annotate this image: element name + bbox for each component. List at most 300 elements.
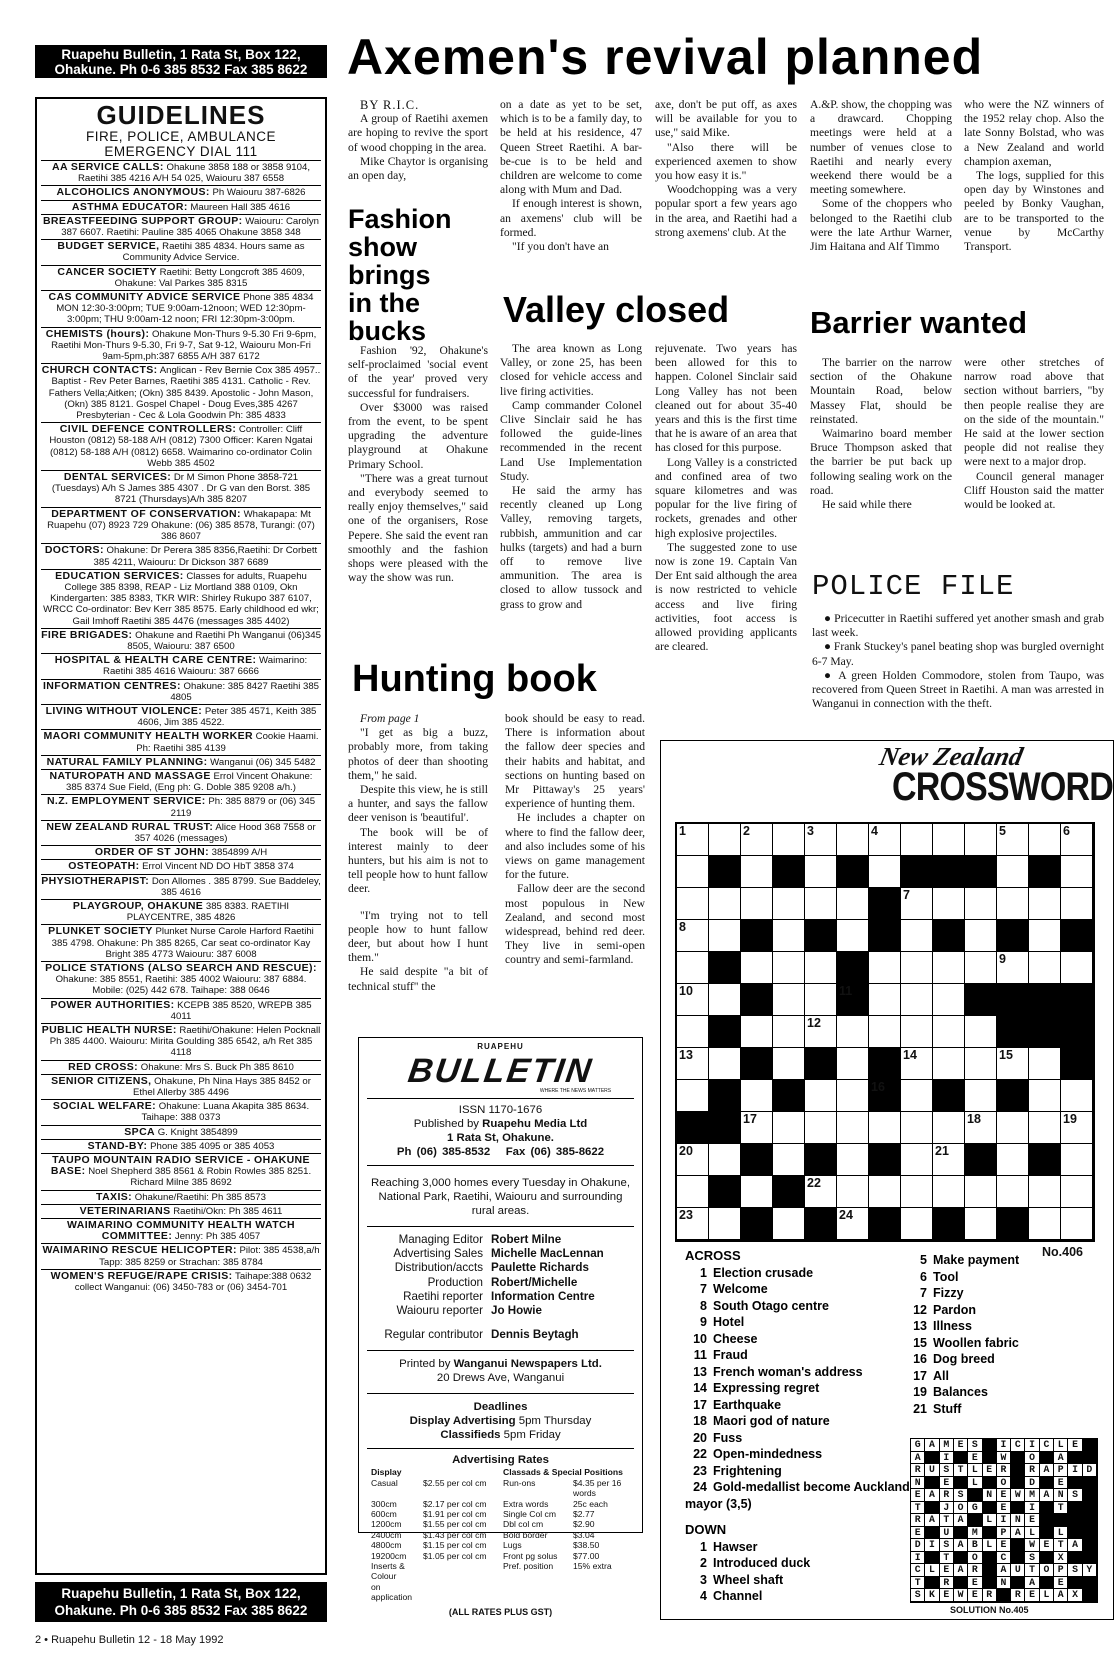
grid-cell[interactable] (997, 888, 1029, 920)
grid-cell[interactable] (677, 920, 709, 952)
solution-block (1083, 1452, 1097, 1465)
grid-cell[interactable] (805, 856, 837, 888)
solution-block (1083, 1577, 1097, 1590)
clue-text: Gold-medallist become Auckland mayor (3,5) (685, 1480, 910, 1511)
solution-letter: A (911, 1452, 925, 1465)
grid-cell[interactable] (901, 824, 933, 856)
solution-letter: T (911, 1502, 925, 1515)
rate-cell (423, 1582, 503, 1603)
solution-letter: S (954, 1489, 968, 1502)
guideline-heading: MAORI COMMUNITY HEALTH WORKER (43, 730, 253, 743)
valley-col-2 (655, 342, 797, 654)
clue-num: 7 (700, 1282, 707, 1296)
grid-block (869, 1208, 901, 1240)
grid-cell[interactable] (709, 984, 741, 1016)
grid-cell[interactable] (805, 888, 837, 920)
grid-cell[interactable] (837, 1080, 869, 1112)
solution-block (1040, 1452, 1054, 1465)
solution-letter: C (1011, 1439, 1025, 1452)
deadline-display-time: 5pm Thursday (518, 1415, 592, 1428)
rate-cell: Dbl col cm (503, 1519, 544, 1530)
grid-cell[interactable] (1061, 952, 1093, 984)
grid-cell[interactable] (965, 888, 997, 920)
grid-cell[interactable] (965, 1112, 997, 1144)
grid-cell[interactable] (965, 1048, 997, 1080)
solution-letter: S (1068, 1489, 1082, 1502)
grid-block (965, 856, 997, 888)
grid-cell[interactable] (1029, 1176, 1061, 1208)
solution-block (1040, 1502, 1054, 1515)
grid-block (741, 1208, 773, 1240)
solution-letter: L (1054, 1439, 1068, 1452)
solution-block (1083, 1489, 1097, 1502)
grid-cell[interactable] (1029, 824, 1061, 856)
grid-cell[interactable] (837, 1112, 869, 1144)
grid-cell[interactable] (773, 888, 805, 920)
grid-cell[interactable] (965, 1080, 997, 1112)
clue-text: Pardon (933, 1302, 977, 1317)
solution-letter: E (1068, 1439, 1082, 1452)
grid-cell[interactable] (869, 824, 901, 856)
guideline-heading: BUDGET SERVICE, (57, 240, 160, 253)
guideline-heading: WOMEN'S REFUGE/RAPE CRISIS: (50, 1269, 233, 1282)
grid-cell[interactable] (773, 1112, 805, 1144)
grid-cell[interactable] (805, 1112, 837, 1144)
grid-cell[interactable] (1061, 1112, 1093, 1144)
grid-cell[interactable] (997, 824, 1029, 856)
guideline-entry (41, 924, 321, 961)
grid-cell[interactable] (741, 1176, 773, 1208)
clue-number: 15 (999, 1048, 1013, 1062)
contributor-name: Dennis Beytagh (491, 1328, 579, 1342)
clue-num: 8 (700, 1298, 707, 1313)
grid-cell[interactable] (1029, 952, 1061, 984)
clue-num: 11 (693, 1348, 707, 1362)
clue-num: 1 (700, 1539, 707, 1554)
bulletin-impressum (358, 1037, 643, 1617)
solution-letter: T (1054, 1502, 1068, 1515)
guideline-entry (41, 363, 321, 422)
grid-block (901, 856, 933, 888)
guidelines-box (35, 97, 327, 1575)
grid-block (869, 1048, 901, 1080)
grid-cell[interactable] (965, 1176, 997, 1208)
guideline-heading: VETERINARIANS (79, 1204, 171, 1217)
grid-cell[interactable] (805, 1080, 837, 1112)
grid-cell[interactable] (869, 984, 901, 1016)
grid-cell[interactable] (837, 888, 869, 920)
rate-cell: Pref. position (503, 1561, 554, 1572)
guideline-text: Ohakune Mon-Thurs 9-5.30 Fri 9-6pm, Raetihi Mon-Thurs 9-5.30, Fri 9-7, Sat 9-12, Waiouru Mon-Fri 9am-5pm,ph:387 6855 A/H 387 6172 (51, 328, 317, 363)
grid-cell[interactable] (933, 888, 965, 920)
grid-cell[interactable] (837, 920, 869, 952)
guideline-entry (41, 200, 321, 214)
guideline-text: Whakapapa: Mt Ruapehu (07) 8923 729 Ohakune: (06) 385 8578, Turangi: (07) 386 8607 (47, 508, 315, 543)
grid-cell[interactable] (1061, 1208, 1093, 1240)
guideline-text: KCEPB 385 8520, WREPB 385 4011 (170, 999, 312, 1022)
police-item-text: A green Holden Commodore, stolen from Taupo, was recovered from Queen Street in Raetihi. A man was arrested in Wanganui in connection with the theft. (812, 668, 1104, 711)
grid-cell[interactable] (741, 1112, 773, 1144)
solution-block (954, 1577, 968, 1590)
grid-cell[interactable] (805, 952, 837, 984)
grid-cell[interactable] (933, 1112, 965, 1144)
grid-block (741, 920, 773, 952)
axemen-para: "Also there will be experienced axemen to show you how easy it is." (655, 140, 797, 183)
guideline-heading: SPCA (124, 1125, 156, 1138)
solution-letter: R (911, 1514, 925, 1527)
grid-cell[interactable] (805, 1176, 837, 1208)
axemen-col-5 (964, 98, 1104, 254)
hunting-para: He said despite "a bit of technical stuff" the (348, 965, 488, 993)
grid-cell[interactable] (677, 984, 709, 1016)
valley-para: The area known as Long Valley, or zone 25, has been closed for vehicle access and live firing activities. (500, 342, 642, 398)
guideline-entry (41, 265, 321, 290)
grid-cell[interactable] (965, 1016, 997, 1048)
grid-block (869, 1144, 901, 1176)
rate-cell: Bold border (503, 1529, 548, 1540)
grid-cell[interactable] (869, 952, 901, 984)
grid-cell[interactable] (677, 1080, 709, 1112)
axemen-col-2 (500, 98, 642, 254)
clue-text: Woollen fabric (933, 1335, 1019, 1350)
grid-cell[interactable] (709, 1144, 741, 1176)
axemen-para: axe, don't be put off, as axes will be available for you to use," said Mike. (655, 98, 797, 140)
grid-cell[interactable] (741, 952, 773, 984)
grid-block (1061, 920, 1093, 952)
grid-cell[interactable] (709, 824, 741, 856)
grid-block (677, 1112, 709, 1144)
grid-block (773, 1080, 805, 1112)
clue-text: Introduced duck (713, 1556, 811, 1570)
hunting-para: The book will be of interest mainly to deer hunters, but his aim is not to tell people how to hunt fallow deer. (348, 825, 488, 896)
clue-num: 2 (700, 1556, 707, 1570)
grid-cell[interactable] (741, 824, 773, 856)
grid-cell[interactable] (773, 984, 805, 1016)
grid-cell[interactable] (773, 952, 805, 984)
grid-block (1029, 1016, 1061, 1048)
guideline-heading: NATURAL FAMILY PLANNING: (46, 755, 208, 768)
solution-letter: O (1025, 1452, 1039, 1465)
grid-cell[interactable] (933, 984, 965, 1016)
grid-block (933, 920, 965, 952)
grid-cell[interactable] (837, 824, 869, 856)
grid-cell[interactable] (965, 952, 997, 984)
solution-block (925, 1452, 939, 1465)
grid-cell[interactable] (677, 1208, 709, 1240)
down-clues-2 (905, 1252, 1105, 1417)
grid-cell[interactable] (901, 1208, 933, 1240)
clue (685, 1298, 910, 1315)
clue (685, 1446, 910, 1463)
grid-cell[interactable] (837, 1208, 869, 1240)
grid-cell[interactable] (997, 952, 1029, 984)
rate-cell: $3.04 (573, 1529, 595, 1540)
axemen-para: A.&P. show, the chopping was a drawcard. Chopping meetings were held at a number of venues close to Raetihi and nearly every weekend there would be a meeting somewhere. (810, 98, 952, 197)
staff-role: Raetihi reporter (403, 1289, 483, 1303)
solution-block (1083, 1539, 1097, 1552)
staff-role: Distribution/accts (394, 1261, 483, 1275)
grid-cell[interactable] (901, 920, 933, 952)
grid-cell[interactable] (933, 1176, 965, 1208)
barrier-para: were other stretches of narrow road above that section without barriers, "by then people realise they are on the side of the mountain." He said at the lower section people did not realise they were next to a major drop. (964, 356, 1104, 469)
clue-text: South Otago centre (713, 1298, 829, 1313)
grid-block (965, 1144, 997, 1176)
solution-letter: R (1011, 1589, 1025, 1602)
grid-cell[interactable] (901, 1080, 933, 1112)
grid-cell[interactable] (677, 1176, 709, 1208)
grid-cell[interactable] (901, 952, 933, 984)
guideline-heading: INFORMATION CENTRES: (42, 679, 181, 692)
grid-cell[interactable] (741, 856, 773, 888)
grid-cell[interactable] (837, 1144, 869, 1176)
grid-cell[interactable] (1061, 1144, 1093, 1176)
grid-cell[interactable] (901, 888, 933, 920)
clue-text: Fizzy (933, 1286, 964, 1300)
printer: Wanganui Newspapers Ltd. (453, 1358, 602, 1371)
valley-col-1 (500, 342, 642, 612)
guideline-text: Phone 385 4834 MON 12:30-3:00pm; TUE 9:00am-12noon; WED 12:30pm-3:00pm; THU 9:00am-12 noon; FRI 12:30pm-3:00pm. (56, 292, 314, 326)
axemen-para: Woodchopping was a very popular sport a few years ago in the area, and Raetihi had a strong axemens' club. At the (655, 183, 797, 239)
solution-letter: E (954, 1439, 968, 1452)
grid-cell[interactable] (869, 1112, 901, 1144)
rate-cell: 15% extra (573, 1561, 612, 1572)
guideline-text: Ohakune, Ph Nina Hays 385 8452 or Ethel Allerby 385 4496 (132, 1075, 311, 1099)
solution-letter: I (911, 1552, 925, 1565)
clue-number: 10 (679, 984, 693, 998)
police-item (812, 669, 1104, 712)
grid-cell[interactable] (773, 920, 805, 952)
grid-cell[interactable] (997, 1144, 1029, 1176)
clue-num: 6 (920, 1269, 927, 1284)
grid-cell[interactable] (1061, 1176, 1093, 1208)
solution-letter: M (1025, 1489, 1039, 1502)
guideline-text: Phone 385 4095 or 385 4053 (150, 1140, 275, 1152)
clue-number: 8 (679, 920, 686, 934)
clue (685, 1539, 910, 1556)
solution-letter: L (1054, 1527, 1068, 1540)
solution-letter: I (1068, 1464, 1082, 1477)
staff-name: Jo Howie (491, 1304, 542, 1318)
grid-cell[interactable] (901, 1048, 933, 1080)
grid-cell[interactable] (677, 856, 709, 888)
grid-cell[interactable] (1061, 856, 1093, 888)
grid-cell[interactable] (1029, 1112, 1061, 1144)
grid-cell[interactable] (933, 1144, 965, 1176)
grid-cell[interactable] (933, 1016, 965, 1048)
grid-cell[interactable] (741, 888, 773, 920)
grid-block (805, 1208, 837, 1240)
grid-cell[interactable] (965, 824, 997, 856)
guideline-text: Don Allomes . 385 8799. Sue Baddeley, 385 4616 (151, 875, 321, 898)
grid-cell[interactable] (805, 1016, 837, 1048)
grid-cell[interactable] (869, 1176, 901, 1208)
grid-cell[interactable] (965, 920, 997, 952)
grid-cell[interactable] (773, 1016, 805, 1048)
grid-cell[interactable] (901, 1144, 933, 1176)
grid-cell[interactable] (837, 1016, 869, 1048)
guideline-entry (41, 327, 321, 364)
grid-block (837, 984, 869, 1016)
fashion-headline-line: show (348, 232, 418, 262)
solution-block (983, 1577, 997, 1590)
grid-block (709, 1112, 741, 1144)
guideline-text: Ohakune 3858 188 or 3858 9104, Raetihi 385 4216 A/H 54 025, Waiouru 387 6558 (77, 162, 310, 185)
grid-cell[interactable] (773, 824, 805, 856)
rate-cell: 600cm (371, 1509, 397, 1520)
grid-block (709, 856, 741, 888)
clue (905, 1252, 1105, 1269)
printed-by: Printed by (399, 1358, 451, 1371)
guideline-entry (41, 1099, 321, 1124)
grid-cell[interactable] (677, 824, 709, 856)
clue-num: 5 (920, 1253, 927, 1267)
grid-cell[interactable] (933, 1048, 965, 1080)
deadline-class-time: 5pm Friday (503, 1429, 561, 1442)
clue-number: 19 (1063, 1112, 1077, 1126)
clue-num: 17 (693, 1397, 707, 1412)
grid-cell[interactable] (997, 1112, 1029, 1144)
solution-letter: T (940, 1514, 954, 1527)
guideline-entry (41, 961, 321, 998)
footer-masthead-line1: Ruapehu Bulletin, 1 Rata St, Box 122, (61, 1586, 301, 1601)
solution-letter: U (940, 1527, 954, 1540)
grid-cell[interactable] (677, 1016, 709, 1048)
grid-cell[interactable] (773, 1144, 805, 1176)
guideline-text: Ohakune: 385 8551, Raetihi: 385 4002 Waiouru: 387 6884. Mobile: (025) 442 678. Taihape: 388 0646 (55, 974, 307, 997)
reach-statement: Reaching 3,000 homes every Tuesday in Ohakune, National Park, Raetihi, Waiouru and surrounding rural areas. (371, 1177, 630, 1217)
grid-cell[interactable] (677, 1048, 709, 1080)
clue-number: 6 (1063, 824, 1070, 838)
rate-cell: $1.15 per col cm (423, 1540, 487, 1551)
solution-block (983, 1527, 997, 1540)
solution-block (968, 1514, 982, 1527)
clue-text: Wheel shaft (713, 1572, 784, 1587)
guideline-entry (41, 1139, 321, 1153)
grid-cell[interactable] (997, 1048, 1029, 1080)
hunting-para: Despite this view, he is still a hunter, and says the fallow deer venison is 'beautiful'. (348, 783, 488, 825)
hunting-col-2 (505, 712, 645, 968)
grid-cell[interactable] (1029, 1080, 1061, 1112)
valley-para: Long Valley is a constricted and confined area of two square kilometres and was popular for the live firing of rockets, grenades and other high explosive projectiles. (655, 455, 797, 540)
grid-cell[interactable] (709, 1048, 741, 1080)
staff-list (359, 1233, 642, 1318)
grid-cell[interactable] (1061, 888, 1093, 920)
hunting-para: "I'm trying not to tell people how to hunt fallow deer, but about how I hunt them." (348, 908, 488, 965)
grid-cell[interactable] (869, 1016, 901, 1048)
solution-block (1011, 1477, 1025, 1490)
rate-cell: $1.55 per col cm (423, 1519, 487, 1530)
clue-text: Cheese (713, 1331, 758, 1346)
grid-cell[interactable] (1061, 824, 1093, 856)
grid-cell[interactable] (997, 1176, 1029, 1208)
grid-cell[interactable] (677, 888, 709, 920)
grid-cell[interactable] (805, 984, 837, 1016)
grid-cell[interactable] (901, 1176, 933, 1208)
grid-cell[interactable] (677, 1144, 709, 1176)
guideline-text: 385 8383. RAETIHI PLAYCENTRE, 385 4826 (126, 900, 290, 924)
grid-block (1061, 984, 1093, 1016)
solution-letter: E (997, 1502, 1011, 1515)
clue-text: Welcome (713, 1282, 768, 1296)
grid-cell[interactable] (773, 1208, 805, 1240)
grid-cell[interactable] (773, 1048, 805, 1080)
grid-block (837, 856, 869, 888)
grid-cell[interactable] (1029, 1208, 1061, 1240)
contributor-role: Regular contributor (384, 1328, 483, 1342)
grid-block (933, 1080, 965, 1112)
clue (685, 1347, 910, 1364)
grid-cell[interactable] (709, 1208, 741, 1240)
grid-cell[interactable] (837, 1176, 869, 1208)
grid-cell[interactable] (933, 824, 965, 856)
guideline-text: Wanganui (06) 345 5482 (210, 756, 316, 768)
deadlines-title: Deadlines (473, 1401, 528, 1414)
grid-cell[interactable] (933, 952, 965, 984)
solution-block (1011, 1539, 1025, 1552)
footer-masthead (35, 1582, 327, 1622)
grid-cell[interactable] (1029, 1048, 1061, 1080)
police-item-text: Pricecutter in Raetihi suffered yet another smash and grab last week. (812, 612, 1104, 640)
hunting-para: Fallow deer are the second most populous in New Zealand, and second most widespread, behind red deer. They live in semi-open country and semi-farmland. (505, 882, 645, 967)
guideline-entry (41, 653, 321, 678)
grid-cell[interactable] (1029, 888, 1061, 920)
grid-cell[interactable] (901, 984, 933, 1016)
clue (685, 1479, 910, 1512)
clue-number: 20 (679, 1144, 693, 1158)
guideline-entry (41, 679, 321, 704)
grid-cell[interactable] (965, 1208, 997, 1240)
grid-cell[interactable] (741, 1016, 773, 1048)
grid-block (709, 1016, 741, 1048)
grid-cell[interactable] (709, 888, 741, 920)
guideline-heading: CHURCH CONTACTS: (41, 364, 158, 377)
grid-cell[interactable] (997, 856, 1029, 888)
grid-cell[interactable] (1061, 1080, 1093, 1112)
guideline-text: Dr M Simon Phone 3858-721 (Tuesdays) A/h S James 385 4307 . Dr G van den Borst. 385 8721 (Thursdays)A/h 385 8207 (51, 472, 311, 506)
grid-cell[interactable] (741, 1080, 773, 1112)
grid-block (805, 1048, 837, 1080)
solution-letter: R (968, 1564, 982, 1577)
solution-letter: E (911, 1489, 925, 1502)
solution-block (1083, 1589, 1097, 1602)
clue-num: 12 (913, 1302, 927, 1317)
solution-letter: A (1040, 1489, 1054, 1502)
clue (685, 1463, 910, 1480)
grid-cell[interactable] (837, 1048, 869, 1080)
rate-cell: $1.91 per col cm (423, 1509, 487, 1520)
grid-cell[interactable] (1029, 920, 1061, 952)
footer-masthead-line2: Ohakune. Ph 0-6 385 8532 Fax 385 8622 (54, 1603, 308, 1618)
across-label: ACROSS (685, 1248, 741, 1263)
grid-cell[interactable] (869, 856, 901, 888)
clue-text: Election crusade (713, 1265, 814, 1280)
clue-num: 14 (693, 1381, 707, 1395)
grid-cell[interactable] (901, 1016, 933, 1048)
guideline-text: Ohakune: Dr Perera 385 8356,Raetihi: Dr Corbett 385 4211, Waiouru: Dr Dickson 387 6689 (93, 545, 318, 568)
solution-block (1068, 1477, 1082, 1490)
solution-block (954, 1527, 968, 1540)
grid-cell[interactable] (901, 1112, 933, 1144)
fashion-para: "There was a great turnout and everybody seemed to really enjoy themselves," said one of the organisers, Rose Pepere. She said the event ran smoothly and the fashion shops were pleased with the way the show was run. (348, 471, 488, 585)
grid-cell[interactable] (709, 920, 741, 952)
grid-cell[interactable] (805, 824, 837, 856)
guideline-heading: WAIMARINO RESCUE HELICOPTER: (42, 1244, 237, 1257)
grid-cell[interactable] (677, 952, 709, 984)
hunting-para: book should be easy to read. There is information about the fallow deer species and their habits and habitat, and sections on hunting based on Mr Pittaway's 25 years' experience of hunting them. (505, 712, 645, 811)
guideline-entry (41, 820, 321, 845)
guideline-heading: OSTEOPATH: (68, 860, 140, 873)
solution-letter: E (940, 1564, 954, 1577)
